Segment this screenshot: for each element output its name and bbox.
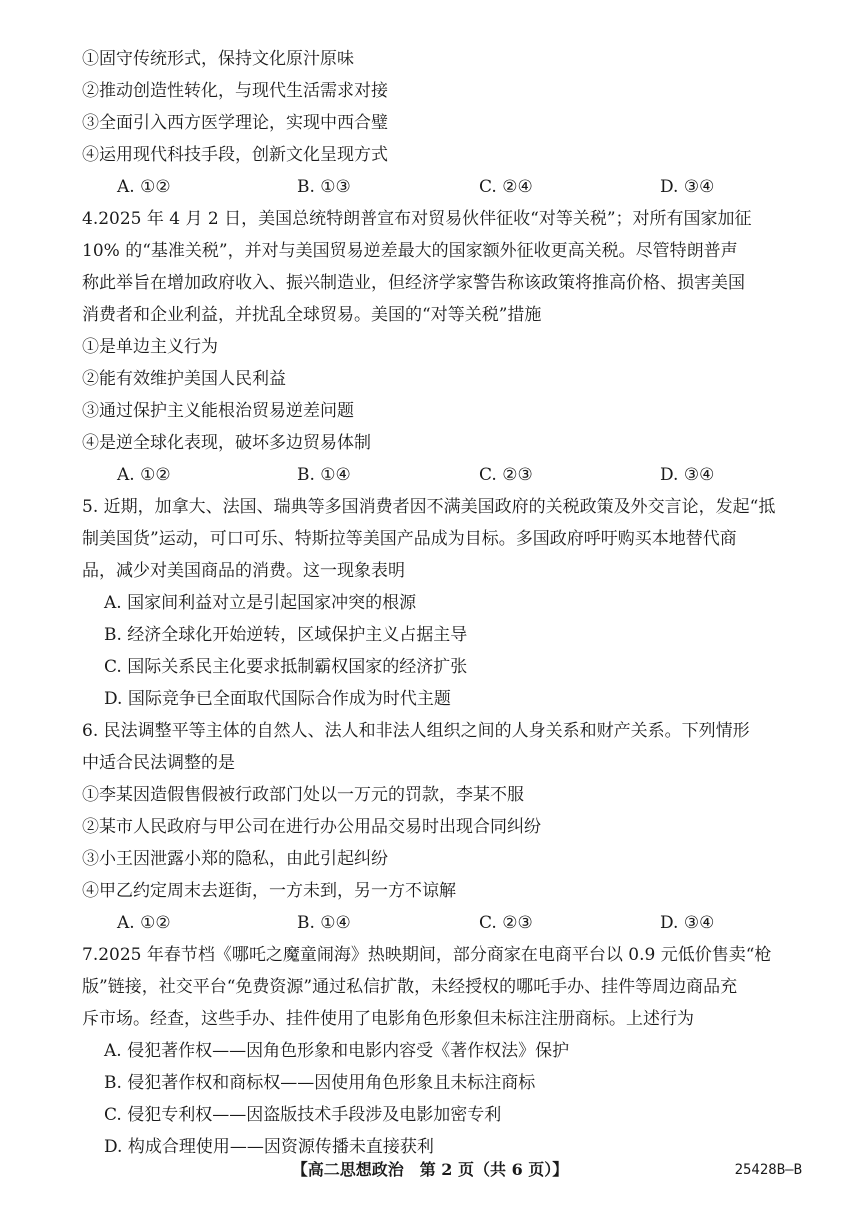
q7-option-a: A. 侵犯著作权——因角色形象和电影内容受《著作权法》保护 <box>104 1041 570 1061</box>
q7-stem-3: 斥市场。经查，这些手办、挂件使用了电影角色形象但未标注注册商标。上述行为 <box>82 1009 694 1029</box>
q3-item-1: ①固守传统形式，保持文化原汁原味 <box>82 49 354 69</box>
q4-option-c: C. ②③ <box>479 465 533 485</box>
q3-option-b: B. ①③ <box>297 177 351 197</box>
q6-item-3: ③小王因泄露小郑的隐私，由此引起纠纷 <box>82 849 388 869</box>
q7-stem-2: 版”链接，社交平台“免费资源”通过私信扩散，未经授权的哪吒手办、挂件等周边商品充 <box>82 977 738 997</box>
q6-item-4: ④甲乙约定周末去逛街，一方未到，另一方不谅解 <box>82 881 456 901</box>
q6-stem-2: 中适合民法调整的是 <box>82 753 235 773</box>
q6-option-d: D. ③④ <box>660 913 715 933</box>
q4-item-3: ③通过保护主义能根治贸易逆差问题 <box>82 401 354 421</box>
q4-option-d: D. ③④ <box>660 465 715 485</box>
q6-option-b: B. ①④ <box>297 913 351 933</box>
q4-item-4: ④是逆全球化表现，破坏多边贸易体制 <box>82 433 371 453</box>
q3-option-c: C. ②④ <box>479 177 533 197</box>
q7-option-b: B. 侵犯著作权和商标权——因使用角色形象且未标注商标 <box>104 1073 536 1093</box>
q4-stem-3: 称此举旨在增加政府收入、振兴制造业，但经济学家警告称该政策将推高价格、损害美国 <box>82 273 745 293</box>
q4-stem-1: 4.2025 年 4 月 2 日，美国总统特朗普宣布对贸易伙伴征收“对等关税”；对所有国家加征 <box>82 209 752 229</box>
q5-option-a: A. 国家间利益对立是引起国家冲突的根源 <box>104 593 417 613</box>
q4-option-a: A. ①② <box>117 465 171 485</box>
q7-option-d: D. 构成合理使用——因资源传播未直接获利 <box>104 1137 434 1157</box>
q3-item-4: ④运用现代科技手段，创新文化呈现方式 <box>82 145 388 165</box>
q7-stem-1: 7.2025 年春节档《哪吒之魔童闹海》热映期间，部分商家在电商平台以 0.9 元低价售卖“枪 <box>82 945 772 965</box>
q5-option-c: C. 国际关系民主化要求抵制霸权国家的经济扩张 <box>104 657 468 677</box>
q3-option-a: A. ①② <box>117 177 171 197</box>
q4-stem-4: 消费者和企业利益，并扰乱全球贸易。美国的“对等关税”措施 <box>82 305 542 325</box>
q3-item-2: ②推动创造性转化，与现代生活需求对接 <box>82 81 388 101</box>
q3-item-3: ③全面引入西方医学理论，实现中西合璧 <box>82 113 388 133</box>
q5-option-d: D. 国际竞争已全面取代国际合作成为时代主题 <box>104 689 451 709</box>
q6-item-1: ①李某因造假售假被行政部门处以一万元的罚款，李某不服 <box>82 785 524 805</box>
q4-item-2: ②能有效维护美国人民利益 <box>82 369 286 389</box>
q6-option-a: A. ①② <box>117 913 171 933</box>
q6-stem-1: 6. 民法调整平等主体的自然人、法人和非法人组织之间的人身关系和财产关系。下列情形 <box>82 721 750 741</box>
q4-stem-2: 10% 的“基准关税”，并对与美国贸易逆差最大的国家额外征收更高关税。尽管特朗普声 <box>82 241 738 261</box>
page-footer-title: 【高二思想政治 第 2 页（共 6 页）】 <box>291 1160 569 1179</box>
q6-item-2: ②某市人民政府与甲公司在进行办公用品交易时出现合同纠纷 <box>82 817 541 837</box>
q3-option-d: D. ③④ <box>660 177 715 197</box>
q5-stem-2: 制美国货”运动，可口可乐、特斯拉等美国产品成为目标。多国政府呼吁购买本地替代商 <box>82 529 737 549</box>
q5-stem-1: 5. 近期，加拿大、法国、瑞典等多国消费者因不满美国政府的关税政策及外交言论，发起“抵 <box>82 497 776 517</box>
page-footer-code: 25428B—B <box>734 1162 802 1178</box>
q4-item-1: ①是单边主义行为 <box>82 337 218 357</box>
q6-option-c: C. ②③ <box>479 913 533 933</box>
q7-option-c: C. 侵犯专利权——因盗版技术手段涉及电影加密专利 <box>104 1105 502 1125</box>
q5-option-b: B. 经济全球化开始逆转，区域保护主义占据主导 <box>104 625 468 645</box>
q5-stem-3: 品，减少对美国商品的消费。这一现象表明 <box>82 561 405 581</box>
q4-option-b: B. ①④ <box>297 465 351 485</box>
